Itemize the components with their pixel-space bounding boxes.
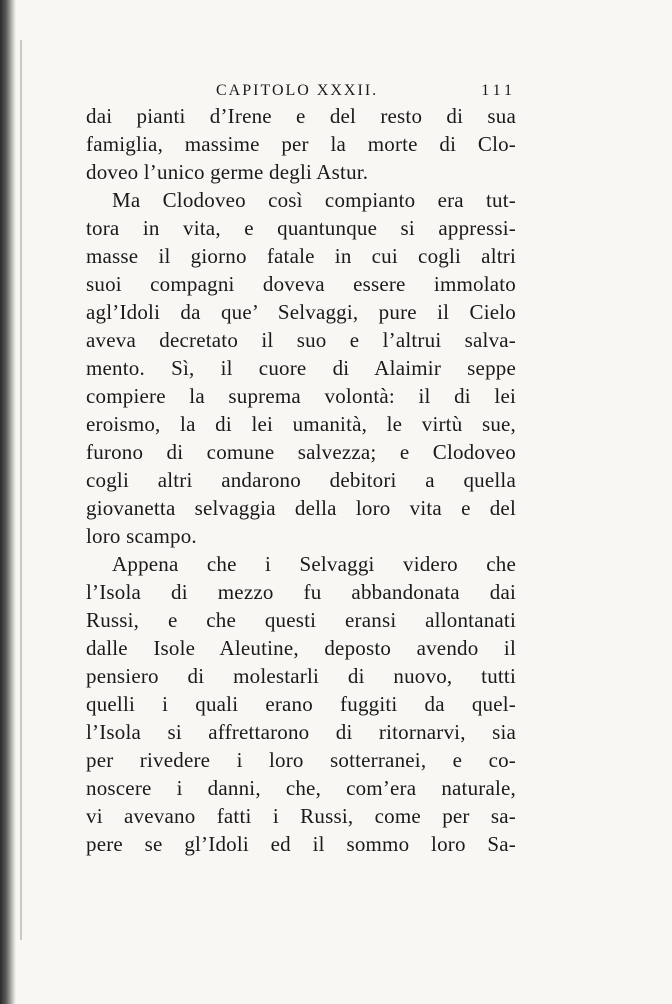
text-line: compiere la suprema volontà: il di lei [86,384,516,408]
text-line: mento. Sì, il cuore di Alaimir seppe [86,356,516,380]
page-number: 111 [481,82,516,99]
text-line: cogli altri andarono debitori a quella [86,468,516,492]
gutter-shadow [20,40,22,940]
text-line: dalle Isole Aleutine, deposto avendo il [86,636,516,660]
text-line: dai pianti d’Irene e del resto di sua [86,104,516,128]
text-line: eroismo, la di lei umanità, le virtù sue, [86,412,516,436]
text-line: famiglia, massime per la morte di Clo- [86,132,516,156]
chapter-title: CAPITOLO XXXII. [216,82,379,99]
text-line: aveva decretato il suo e l’altrui salva- [86,328,516,352]
text-line: furono di comune salvezza; e Clodoveo [86,440,516,464]
text-line: tora in vita, e quantunque si appressi- [86,216,516,240]
body-text [86,102,516,858]
text-line: vi avevano fatti i Russi, come per sa- [86,804,516,828]
text-line: l’Isola di mezzo fu abbandonata dai [86,580,516,604]
text-line: pensiero di molestarli di nuovo, tutti [86,664,516,688]
running-head [88,80,516,102]
text-line: suoi compagni doveva essere immolato [86,272,516,296]
text-line: agl’Idoli da que’ Selvaggi, pure il Cielo [86,300,516,324]
text-line: loro scampo. [86,524,197,548]
paragraph-start-line: Appena che i Selvaggi videro che [112,552,516,576]
text-line: l’Isola si affrettarono di ritornarvi, sia [86,720,516,744]
text-line: masse il giorno fatale in cui cogli altri [86,244,516,268]
text-line: per rivedere i loro sotterranei, e co- [86,748,516,772]
text-line: pere se gl’Idoli ed il sommo loro Sa- [86,832,516,856]
text-line: doveo l’unico germe degli Astur. [86,160,369,184]
paragraph-start-line: Ma Clodoveo così compianto era tut- [112,188,516,212]
text-line: giovanetta selvaggia della loro vita e del [86,496,516,520]
text-line: noscere i danni, che, com’era naturale, [86,776,516,800]
text-line: quelli i quali erano fuggiti da quel- [86,692,516,716]
text-line: Russi, e che questi eransi allontanati [86,608,516,632]
binding-edge [0,0,16,1004]
